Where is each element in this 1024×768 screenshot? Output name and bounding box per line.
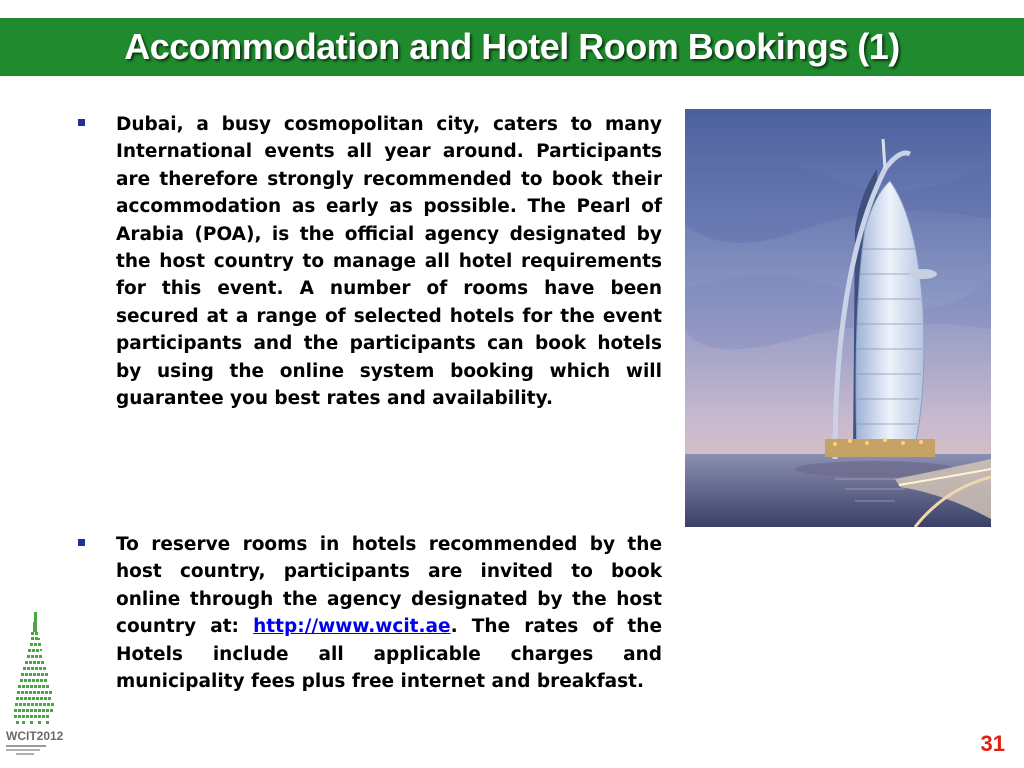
square-bullet-icon <box>78 119 85 126</box>
title-bar <box>0 18 1024 76</box>
wcit-tower-logo-icon <box>4 612 70 758</box>
bullet-text-before-link: To reserve rooms in hotels recommended by the host country, participants are invited to book online through the agency designated by the host country at: <box>116 534 662 638</box>
bullet-text-after-link: . The rates of the Hotels include all applicable charges and municipality fees plus free internet and breakfast. <box>116 616 662 693</box>
wcit2012-logo <box>4 612 70 758</box>
wcit-website-link[interactable]: http://www.wcit.ae <box>253 616 451 638</box>
square-bullet-icon <box>78 539 85 546</box>
burj-al-arab-image <box>685 109 991 527</box>
slide-title: Accommodation and Hotel Room Bookings (1) <box>124 26 900 67</box>
bullet-text: Dubai, a busy cosmopolitan city, caters to many International events all year around. Participants are therefore strongly recommended to book their accommodation as early as possible. The Pearl of Arabia (POA), is the official agency designated by the host country to manage all hotel requirements for this event. A number of rooms have been secured at a range of selected hotels for the event participants and the participants can book hotels by using the online system booking which will guarantee you best rates and availability. <box>116 114 662 410</box>
burj-al-arab-photo <box>685 109 991 527</box>
bullet-item <box>78 531 662 695</box>
page-number: 31 <box>980 731 1005 756</box>
bullet-text <box>116 531 662 695</box>
logo-wordmark: WCIT2012 <box>6 729 64 743</box>
bullet-item <box>78 111 662 412</box>
